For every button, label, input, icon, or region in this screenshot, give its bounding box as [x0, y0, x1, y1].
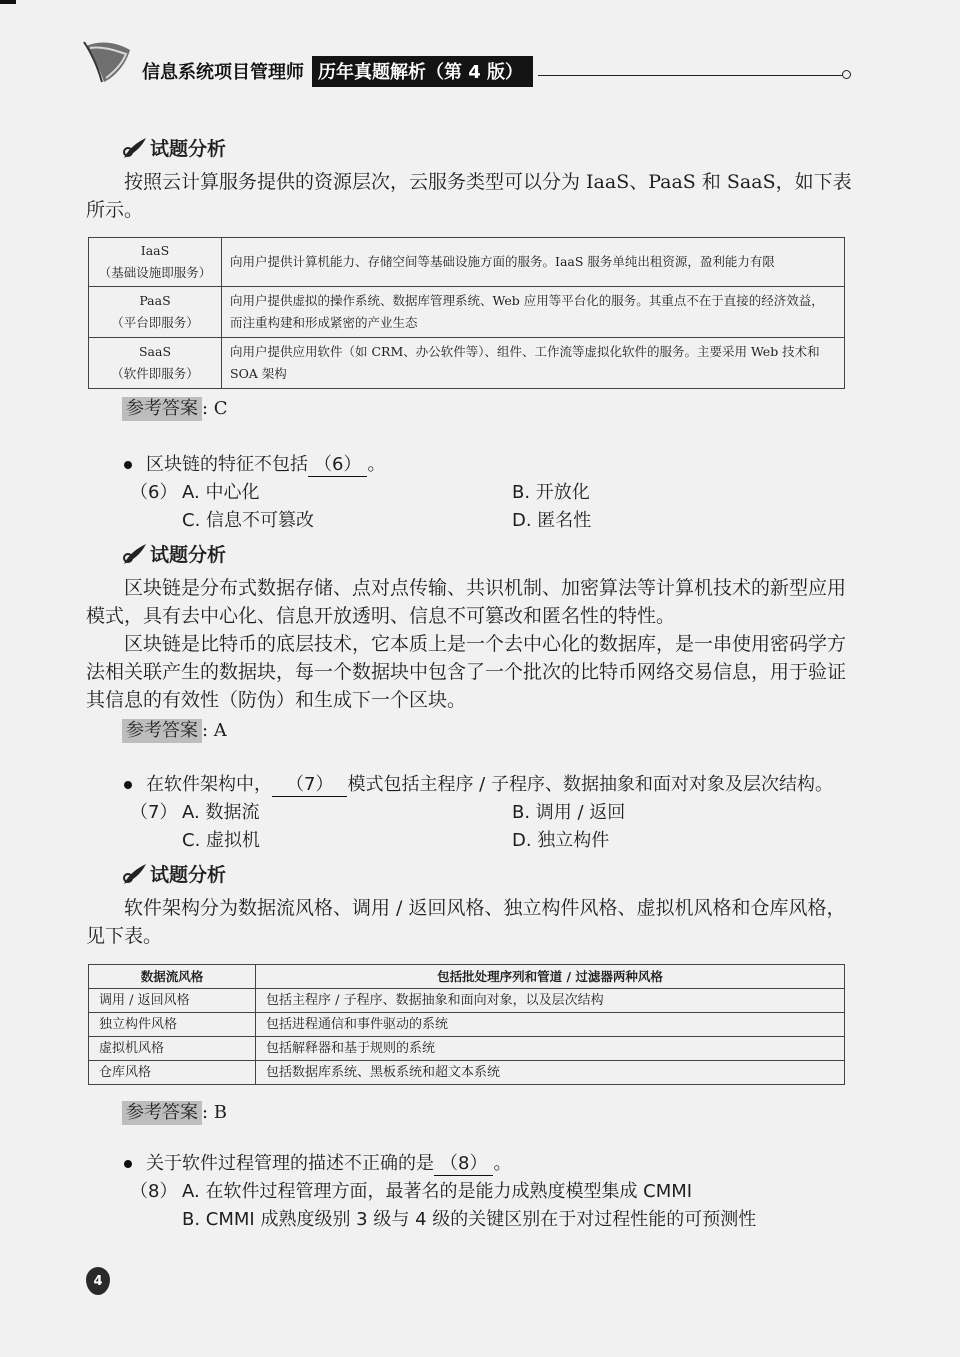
analysis-heading-text: 试题分析 [150, 138, 227, 160]
cloud-intro-paragraph: 按照云计算服务提供的资源层次，云服务类型可以分为 IaaS、PaaS 和 SaaS，如下表所示。 [86, 171, 852, 221]
answer-label: 参考答案 [122, 719, 202, 743]
answer-line-1 [122, 394, 228, 420]
option-7b: B. 调用 / 返回 [512, 802, 626, 823]
answer-label: 参考答案 [122, 1101, 202, 1125]
answer-blank: （7） [272, 770, 347, 797]
stem-end: 模式包括主程序 / 子程序、数据抽象和面对对象及层次结构。 [347, 774, 833, 795]
header-book-title: 信息系统项目管理师 [142, 62, 304, 83]
table-header-description: 包括批处理序列和管道 / 过滤器两种风格 [256, 965, 845, 989]
style-description-cell: 包括进程通信和事件驱动的系统 [256, 1013, 845, 1037]
option-6c: C. 信息不可篡改 [182, 510, 315, 531]
header-book-subtitle: 历年真题解析（第 4 版） [312, 56, 533, 87]
question-7-stem [124, 770, 854, 797]
answer-value: : B [202, 1102, 228, 1123]
style-name-cell: 独立构件风格 [89, 1013, 256, 1037]
question-6-number: （6） [130, 482, 178, 503]
style-description-cell: 包括解释器和基于规则的系统 [256, 1037, 845, 1061]
answer-blank: （8） [434, 1149, 493, 1176]
cloud-service-table [88, 237, 845, 389]
service-subname: （基础设施即服务） [98, 265, 212, 280]
service-type-cell [89, 238, 222, 287]
analysis-quill-icon [122, 542, 148, 566]
analysis-heading-6 [122, 540, 226, 567]
answer-value: : C [202, 398, 228, 419]
architecture-table-row [89, 1061, 845, 1085]
header-rule [538, 75, 842, 76]
table-header-style: 数据流风格 [89, 965, 256, 989]
blockchain-paragraph-2: 区块链是比特币的底层技术，它本质上是一个去中心化的数据库，是一串使用密码学方法相关联产生的数据块，每一个数据块中包含了一个批次的比特币网络交易信息，用于验证其信息的有效性（防伪）和生成下一个区块。 [86, 633, 847, 711]
service-name: IaaS [140, 243, 170, 258]
question-6-stem [124, 450, 385, 477]
architecture-paragraph: 软件架构分为数据流风格、调用 / 返回风格、独立构件风格、虚拟机风格和仓库风格，见下表。 [86, 897, 846, 947]
answer-value: : A [202, 720, 227, 741]
option-8b: B. CMMI 成熟度级别 3 级与 4 级的关键区别在于对过程性能的可预测性 [182, 1209, 757, 1230]
service-name: PaaS [139, 293, 171, 308]
question-8-number: （8） [130, 1181, 178, 1202]
service-description: 向用户提供计算机能力、存储空间等基础设施方面的服务。IaaS 服务单纯出租资源，盈利能力有限 [222, 238, 845, 287]
architecture-table-row [89, 1037, 845, 1061]
header-rule-end-circle [842, 70, 851, 79]
stem-end: 。 [367, 454, 386, 475]
option-6d: D. 匿名性 [512, 510, 592, 531]
answer-line-6 [122, 716, 227, 742]
stem-end: 。 [493, 1153, 512, 1174]
style-name-cell: 仓库风格 [89, 1061, 256, 1085]
option-6b: B. 开放化 [512, 482, 590, 503]
style-description-cell: 包括数据库系统、黑板系统和超文本系统 [256, 1061, 845, 1085]
option-7d: D. 独立构件 [512, 830, 610, 851]
bullet-icon [124, 461, 132, 469]
style-name-cell: 虚拟机风格 [89, 1037, 256, 1061]
question-8-stem [124, 1149, 511, 1176]
bullet-icon [124, 1160, 132, 1168]
analysis-heading-1 [122, 134, 226, 161]
blockchain-paragraph-1: 区块链是分布式数据存储、点对点传输、共识机制、加密算法等计算机技术的新型应用模式，具有去中心化、信息开放透明、信息不可篡改和匿名性的特性。 [86, 577, 847, 627]
style-description-cell: 包括主程序 / 子程序、数据抽象和面向对象，以及层次结构 [256, 989, 845, 1013]
stem-text: 关于软件过程管理的描述不正确的是 [146, 1153, 434, 1174]
analysis-heading-text: 试题分析 [150, 864, 227, 886]
architecture-style-table [88, 964, 845, 1085]
question-7-number: （7） [130, 802, 178, 823]
page-number: 4 [86, 1267, 110, 1295]
service-name: SaaS [138, 344, 172, 359]
cloud-table-row [89, 287, 845, 338]
answer-blank: （6） [308, 450, 367, 477]
style-name-cell: 调用 / 返回风格 [89, 989, 256, 1013]
cloud-table-row [89, 238, 845, 287]
analysis-heading-text: 试题分析 [150, 544, 227, 566]
option-8a: A. 在软件过程管理方面，最著名的是能力成熟度模型集成 CMMI [182, 1181, 693, 1202]
bullet-icon [124, 781, 132, 789]
analysis-quill-icon [122, 136, 148, 160]
stem-text: 区块链的特征不包括 [146, 454, 308, 475]
stem-text: 在软件架构中， [146, 774, 272, 795]
service-type-cell [89, 338, 222, 389]
option-6a: A. 中心化 [182, 482, 260, 503]
service-type-cell [89, 287, 222, 338]
service-subname: （软件即服务） [111, 366, 199, 381]
scan-edge-mark [0, 0, 16, 4]
answer-line-7 [122, 1098, 227, 1124]
book-leaf-icon [82, 36, 134, 84]
cloud-table-row [89, 338, 845, 389]
analysis-quill-icon [122, 862, 148, 886]
analysis-heading-7 [122, 860, 226, 887]
architecture-table-row [89, 989, 845, 1013]
service-description: 向用户提供应用软件（如 CRM、办公软件等）、组件、工作流等虚拟化软件的服务。主要采用 Web 技术和 SOA 架构 [222, 338, 845, 389]
service-subname: （平台即服务） [111, 315, 199, 330]
service-description: 向用户提供虚拟的操作系统、数据库管理系统、Web 应用等平台化的服务。其重点不在于直接的经济效益，而注重构建和形成紧密的产业生态 [222, 287, 845, 338]
architecture-table-row [89, 1013, 845, 1037]
answer-label: 参考答案 [122, 397, 202, 421]
option-7c: C. 虚拟机 [182, 830, 261, 851]
option-7a: A. 数据流 [182, 802, 260, 823]
